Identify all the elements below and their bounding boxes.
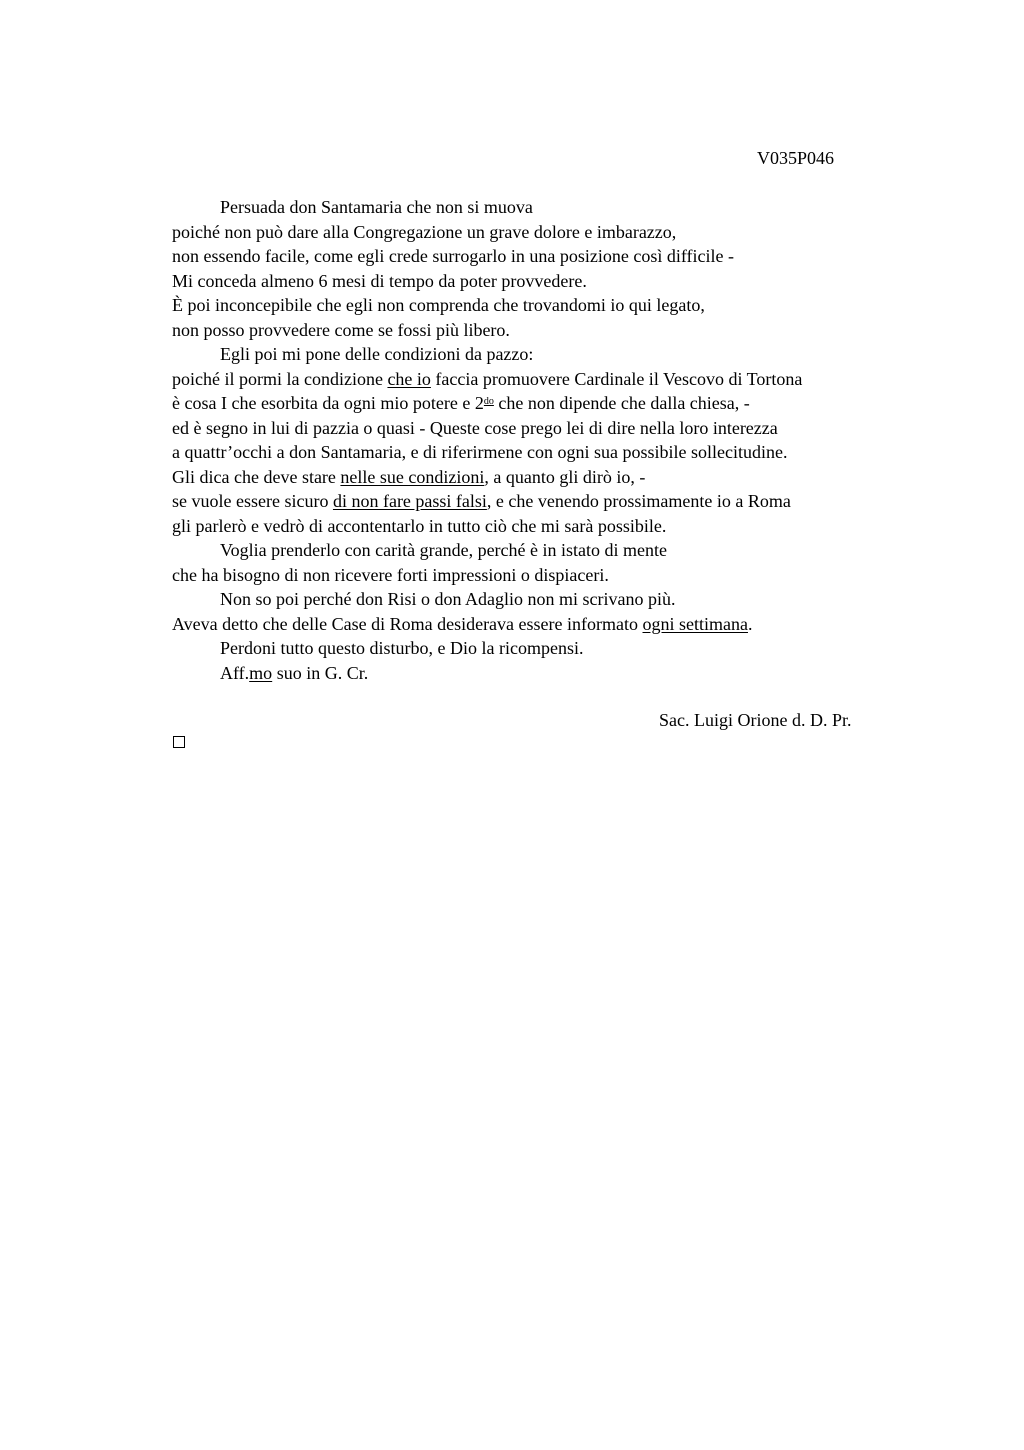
superscript-abbrev: do — [483, 396, 494, 407]
letter-line: gli parlerò e vedrò di accontentarlo in tutto ciò che mi sarà possibile. — [172, 515, 667, 536]
letter-line: che ha bisogno di non ricevere forti impressioni o dispiaceri. — [172, 564, 609, 585]
letter-line: ed è segno in lui di pazzia o quasi - Queste cose prego lei di dire nella loro interezza — [172, 417, 778, 438]
line-segment: , e che venendo prossimamente io a Roma — [486, 491, 791, 511]
underlined-phrase: mo — [249, 662, 273, 683]
letter-line — [172, 391, 932, 416]
line-segment: . — [747, 613, 753, 634]
square-marker-icon — [173, 736, 185, 748]
letter-line: Perdoni tutto questo disturbo, e Dio la ricompensi. — [220, 638, 584, 658]
underlined-phrase: ogni settimana — [642, 613, 748, 634]
line-segment: se vuole essere sicuro — [172, 491, 333, 511]
letter-body — [172, 195, 932, 685]
letter-line: Mi conceda almeno 6 mesi di tempo da poter provvedere. — [172, 270, 587, 291]
signature: Sac. Luigi Orione d. D. Pr. — [659, 710, 852, 730]
letter-line: non posso provvedere come se fossi più libero. — [172, 319, 510, 340]
letter-line: Non so poi perché don Risi o don Adaglio non mi scrivano più. — [220, 589, 676, 609]
letter-line — [172, 465, 932, 490]
letter-line: Persuada don Santamaria che non si muova — [220, 197, 533, 217]
line-segment: è cosa I che esorbita da ogni mio potere e 2 — [172, 393, 484, 413]
letter-line — [172, 612, 932, 637]
line-segment: che non dipende che dalla chiesa, - — [493, 393, 750, 413]
line-segment: suo in G. Cr. — [272, 662, 369, 683]
underlined-phrase: di non fare passi falsi — [332, 491, 487, 511]
reference-code: V035P046 — [757, 148, 835, 168]
line-segment: , a quanto gli dirò io, - — [484, 466, 646, 487]
line-segment: Aveva detto che delle Case di Roma desiderava essere informato — [172, 613, 643, 634]
line-segment: faccia promuovere Cardinale il Vescovo di Tortona — [430, 368, 803, 389]
underlined-phrase: nelle sue condizioni — [340, 466, 485, 487]
closing-line — [172, 661, 932, 686]
line-segment: Aff. — [220, 662, 250, 683]
letter-line: Egli poi mi pone delle condizioni da pazzo: — [220, 344, 534, 364]
letter-line: È poi inconcepibile che egli non comprenda che trovandomi io qui legato, — [172, 295, 705, 315]
letter-line: Voglia prenderlo con carità grande, perché è in istato di mente — [220, 540, 667, 560]
line-segment: poiché il pormi la condizione — [172, 368, 388, 389]
letter-line: a quattr’occhi a don Santamaria, e di riferirmene con ogni sua possibile sollecitudine. — [172, 442, 788, 462]
letter-line: non essendo facile, come egli crede surrogarlo in una posizione così difficile - — [172, 246, 734, 266]
letter-line: poiché non può dare alla Congregazione un grave dolore e imbarazzo, — [172, 221, 677, 242]
letter-line — [172, 489, 932, 514]
underlined-phrase: che io — [387, 368, 431, 389]
letter-line — [172, 367, 932, 392]
line-segment: Gli dica che deve stare — [172, 466, 341, 487]
